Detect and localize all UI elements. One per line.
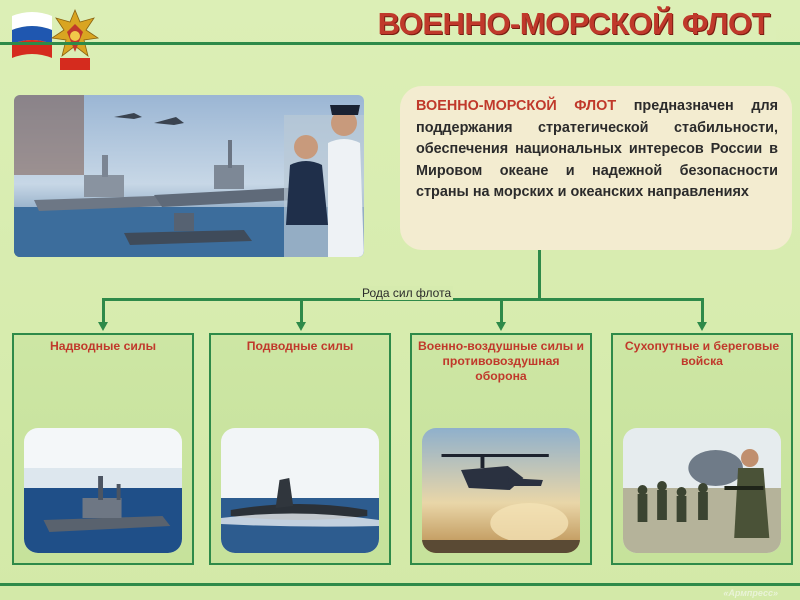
russian-flag-icon <box>10 10 54 64</box>
publisher-mark: «Армпресс» <box>723 588 778 598</box>
branch-title: Подводные силы <box>246 339 354 353</box>
description-text <box>416 96 778 204</box>
description-highlight: ВОЕННО-МОРСКОЙ ФЛОТ <box>416 98 617 114</box>
tree-drop-4 <box>701 298 704 324</box>
header-divider <box>0 42 800 45</box>
branch-card-aviation <box>410 333 592 565</box>
branch-title: Военно-воздушные силы и противовоздушная оборона <box>418 339 584 383</box>
arrow-down-icon <box>98 322 108 331</box>
branch-card-surface <box>12 333 194 565</box>
tree-trunk <box>538 250 541 300</box>
tree-drop-2 <box>300 298 303 324</box>
submarine-photo <box>221 428 379 553</box>
arrow-down-icon <box>296 322 306 331</box>
surface-warship-photo <box>24 428 182 553</box>
fleet-collage-photo <box>14 95 364 257</box>
page-title: ВОЕННО-МОРСКОЙ ФЛОТ <box>372 6 776 42</box>
arrow-down-icon <box>496 322 506 331</box>
branch-title: Надводные силы <box>49 339 157 353</box>
description-box <box>400 86 792 250</box>
branch-card-ground <box>611 333 793 565</box>
branch-title: Сухопутные и береговые войска <box>624 339 780 368</box>
arrow-down-icon <box>697 322 707 331</box>
description-body: предназначен для поддержания стратегической стабильности, обеспечения национальных интересов России в Мировом океане и надежной безопасности страны на морских и океанских направлениях <box>416 98 779 200</box>
marines-photo <box>623 428 781 553</box>
helicopter-photo <box>422 428 580 553</box>
footer-divider <box>0 583 800 586</box>
tree-drop-3 <box>500 298 503 324</box>
branch-card-submarine <box>209 333 391 565</box>
tree-label: Рода сил флота <box>362 286 452 300</box>
tree-drop-1 <box>102 298 105 324</box>
navy-emblem-icon <box>50 8 100 72</box>
